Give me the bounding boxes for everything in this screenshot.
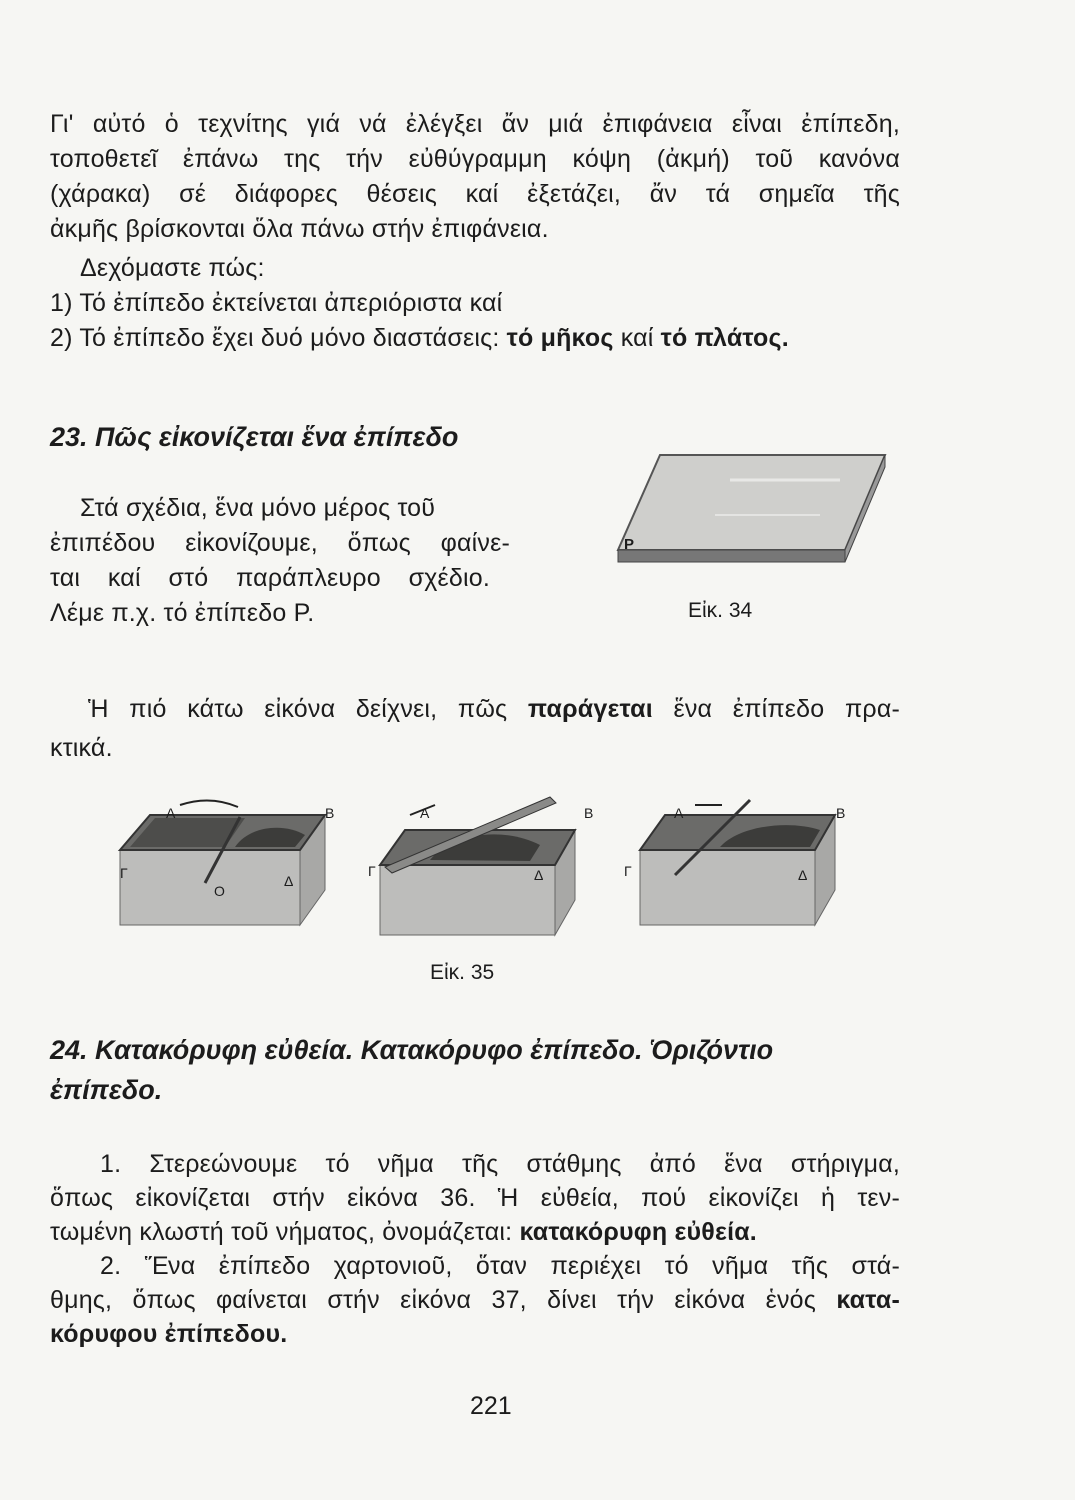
box1-label-a: A — [166, 805, 176, 821]
box-2 — [380, 797, 575, 935]
vertical-line-term: κατακόρυφη εὐθεία. — [519, 1218, 757, 1246]
s23-line-5 — [88, 693, 900, 725]
intro-and: καί — [613, 324, 661, 352]
s24-line-4: 2. Ἕνα ἐπίπεδο χαρτονιοῦ, ὅταν περιέχει τό νῆμα τῆς στά- — [100, 1252, 900, 1280]
s23-line-4: Λέμε π.χ. τό ἐπίπεδο Ρ. — [50, 599, 315, 627]
intro-line-4: ἀκμῆς βρίσκονται ὅλα πάνω στήν ἐπιφάνεια. — [50, 215, 549, 243]
fig35-caption: Εἰκ. 35 — [430, 961, 495, 984]
intro-line-1: Γι' αὐτό ὁ τεχνίτης γιά νά ἐλέγξει ἄν μιά ἐπιφάνεια εἶναι ἐπίπεδη, — [50, 110, 900, 138]
box1-label-d: Δ — [284, 873, 294, 889]
s24-line-2: ὅπως εἰκονίζεται στήν εἰκόνα 36. Ἡ εὐθεία, πού εἰκονίζει ἡ τεν- — [50, 1184, 900, 1212]
intro-line-5: Δεχόμαστε πώς: — [80, 254, 265, 282]
intro-length-term: τό μῆκος — [506, 324, 614, 352]
section-23-title: 23. Πῶς εἰκονίζεται ἕνα ἐπίπεδο — [50, 422, 459, 452]
box3-label-d: Δ — [798, 867, 808, 883]
s23-line-5c: ἕνα ἐπίπεδο πρα- — [652, 695, 900, 723]
s24-line-5a: θμης, ὅπως φαίνεται στήν εἰκόνα 37, δίνει τήν εἰκόνα ἑνός — [50, 1286, 837, 1314]
intro-item-2 — [50, 322, 900, 354]
plane-label-p: P — [624, 536, 635, 553]
box2-label-d: Δ — [534, 867, 544, 883]
box-1 — [120, 800, 325, 925]
box1-label-o: O — [214, 883, 225, 899]
intro-item-2-text: 2) Τό ἐπίπεδο ἔχει δυό μόνο διαστάσεις: — [50, 324, 507, 352]
s23-line-1: Στά σχέδια, ἕνα μόνο μέρος τοῦ — [80, 494, 436, 522]
box2-label-b: B — [584, 805, 594, 821]
section-24-title-line-2: ἐπίπεδο. — [50, 1075, 163, 1105]
box3-label-a: A — [674, 805, 684, 821]
section-24-title-line-1: 24. Κατακόρυφη εὐθεία. Κατακόρυφο ἐπίπεδο. Ὁριζόντιο — [50, 1035, 774, 1065]
box3-label-g: Γ — [624, 863, 632, 879]
intro-width-term: τό πλάτος. — [660, 324, 789, 352]
s23-line-2: ἐπιπέδου εἰκονίζουμε, ὅπως φαίνε- — [50, 529, 510, 557]
s23-line-3: ται καί στό παράπλευρο σχέδιο. — [50, 564, 490, 592]
s24-line-3a: τωμένη κλωστή τοῦ νήματος, ὀνομάζεται: — [50, 1218, 520, 1246]
intro-line-2: τοποθετεῖ ἐπάνω της τήν εὐθύγραμμη κόψη (ἀκμή) τοῦ κανόνα — [50, 145, 900, 173]
s23-line-6: κτικά. — [50, 734, 113, 762]
box2-label-a: A — [420, 805, 430, 821]
plane-figure — [600, 440, 890, 580]
page-number: 221 — [470, 1392, 512, 1420]
s24-line-6: κόρυφου ἐπίπεδου. — [50, 1320, 288, 1348]
vertical-plane-term-a: κατα- — [836, 1286, 900, 1314]
s24-line-5 — [50, 1284, 900, 1316]
box3-label-b: B — [836, 805, 846, 821]
produced-term: παράγεται — [527, 695, 653, 723]
box1-label-g: Γ — [120, 865, 128, 881]
s24-line-1: 1. Στερεώνουμε τό νῆμα τῆς στάθμης ἀπό ἕνα στήριγμα, — [100, 1150, 900, 1178]
s24-line-3 — [50, 1216, 900, 1248]
box1-label-b: B — [325, 805, 335, 821]
box2-label-g: Γ — [368, 863, 376, 879]
fig34-caption: Εἰκ. 34 — [688, 599, 753, 622]
intro-line-3: (χάρακα) σέ διάφορες θέσεις καί ἐξετάζει, ἄν τά σημεῖα τῆς — [50, 180, 900, 208]
intro-item-1: 1) Τό ἐπίπεδο ἐκτείνεται ἀπεριόριστα καί — [50, 289, 503, 317]
boxes-figure — [110, 795, 840, 940]
s23-line-5a: Ἡ πιό κάτω εἰκόνα δείχνει, πῶς — [88, 695, 528, 723]
